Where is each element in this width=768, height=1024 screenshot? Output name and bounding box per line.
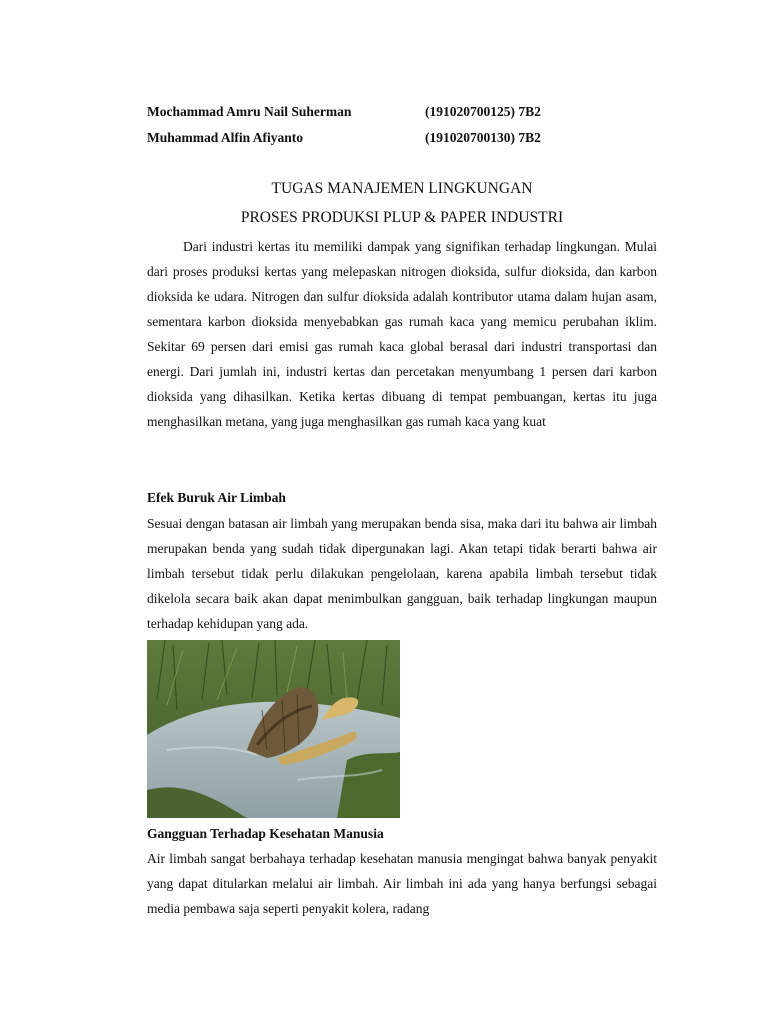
author-name: Mochammad Amru Nail Suherman (147, 104, 352, 119)
polluted-water-photo (147, 640, 400, 818)
author-name: Muhammad Alfin Afiyanto (147, 130, 304, 145)
intro-paragraph: Dari industri kertas itu memiliki dampak yang signifikan terhadap lingkungan. Mulai dari proses produksi kertas yang melepaskan nitrogen dioksida, sulfur dioksida, dan karbon dioksida ke udara. Nitrogen dan sulfur dioksida adalah kontributor utama dalam hujan asam, sementara karbon dioksida menyebabkan gas rumah kaca yang memicu perubahan iklim. Sekitar 69 persen dari emisi gas rumah kaca global berasal dari industri transportasi dan energi. Dari jumlah ini, industri kertas dan percetakan menyumbang 1 persen dari karbon dioksida yang dihasilkan. Ketika kertas dibuang di tempat pembuangan, kertas itu juga menghasilkan metana, yang juga menghasilkan gas rumah kaca yang kuat (147, 239, 657, 429)
section-body-efek-buruk: Sesuai dengan batasan air limbah yang merupakan benda sisa, maka dari itu bahwa air limbah merupakan benda yang sudah tidak dipergunakan lagi. Akan tetapi tidak berarti bahwa air limbah tersebut tidak perlu dilakukan pengelolaan, karena apabila limbah tersebut tidak dikelola secara baik akan dapat menimbulkan gangguan, baik terhadap lingkungan maupun terhadap kehidupan yang ada. (147, 516, 657, 631)
author-nim: (191020700125) 7B2 (425, 104, 541, 119)
author-nim: (191020700130) 7B2 (425, 130, 541, 145)
section-heading-gangguan-kesehatan: Gangguan Terhadap Kesehatan Manusia (147, 826, 384, 841)
document-title-line-1: TUGAS MANAJEMEN LINGKUNGAN (271, 180, 533, 197)
section-body-gangguan-kesehatan: Air limbah sangat berbahaya terhadap kesehatan manusia mengingat bahwa banyak penyakit yang dapat ditularkan melalui air limbah. Air limbah ini ada yang hanya berfungsi sebagai media pembawa saja seperti penyakit kolera, radang (147, 851, 657, 916)
document-title-line-2: PROSES PRODUKSI PLUP & PAPER INDUSTRI (240, 209, 564, 226)
section-heading-efek-buruk: Efek Buruk Air Limbah (147, 490, 286, 505)
